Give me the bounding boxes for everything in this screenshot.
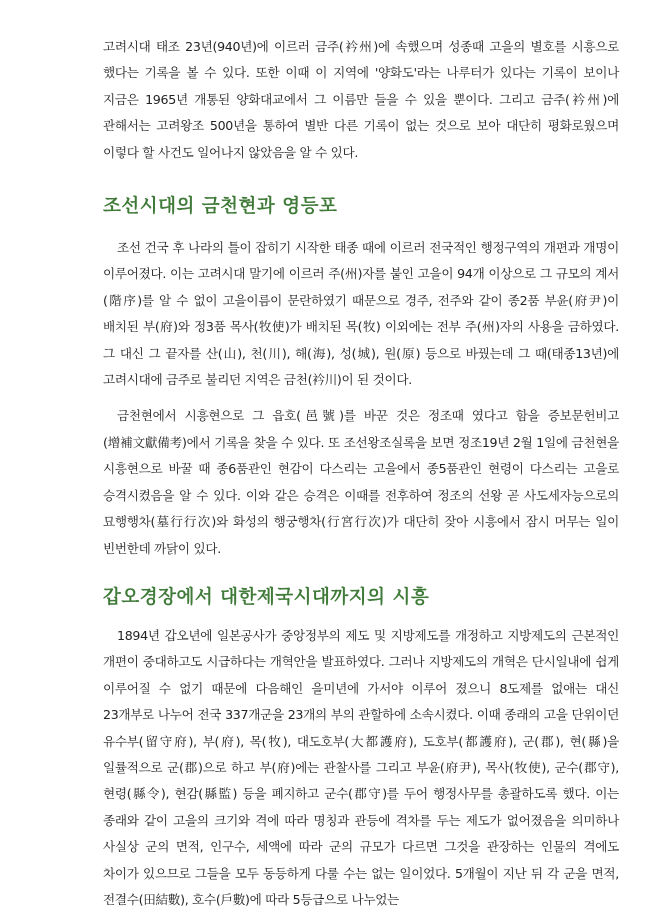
paragraph-goryeo-period: 고려시대 태조 23년(940년)에 이르러 금주(衿州)에 속했으며 성종때 고을의 별호를 시흥으로 했다는 기록을 볼 수 있다. 또한 이때 이 지역에 '양화도'라는 나루터가 있다는 기록이 보이나 지금은 1965년 개통된 양화대교에서 그 이름만 들을 수 있을 뿐이다. 그리고 금주(衿州)에 관해서는 고려왕조 500년을 통하여 별반 다른 기록이 없는 것으로 보아 대단히 평화로웠으며 이렇다 할 사건도 일어나지 않았음을 알 수 있다. [103,39,619,160]
paragraph-gabo-reform: 1894년 갑오년에 일본공사가 중앙정부의 제도 및 지방제도를 개정하고 지방제도의 근본적인 개편이 중대하고도 시급하다는 개혁안을 발표하였다. 그러나 지방제도의 개혁은 단시일내에 쉽게 이루어질 수 없기 때문에 다음해인 을미년에 가서야 이루어 졌으니 8도제를 없애는 대신 23개부로 나누어 전국 337개군을 23개의 부의 관할하에 소속시켰다. 이때 종래의 고을 단위이던 유수부(留守府), 부(府), 목(牧), 대도호부(大都護府), 도호부(都護府), 군(郡), 현(縣)을 일률적으로 군(郡)으로 하고 부(府)에는 관찰사를 그리고 부윤(府尹), 목사(牧使), 군수(郡守), 현령(縣令), 현감(縣監) 등을 폐지하고 군수(郡守)를 두어 행정사무를 총괄하도록 했다. 이는 종래와 같이 고을의 크기와 격에 따라 명칭과 관등에 격차를 두는 제도가 없어졌음을 의미하나 사실상 군의 면적, 인구수, 세액에 따라 군의 규모가 다르면 그것을 관장하는 인물의 격에도 차이가 있으므로 그들을 모두 동등하게 다룰 수는 없는 일이었다. 5개월이 지난 뒤 각 군을 면적, 전결수(田結數), 호수(戶數)에 따라 5등급으로 나누었는 [103,627,619,907]
paragraph-joseon-reorganization: 조선 건국 후 나라의 틀이 잡히기 시작한 태종 때에 이르러 전국적인 행정구역의 개편과 개명이 이루어졌다. 이는 고려시대 말기에 이르러 주(州)자를 붙인 고을이 94개 이상으로 그 규모의 계서(階序)를 알 수 없이 고을이름이 문란하였기 때문으로 경주, 전주와 같이 종2품 부윤(府尹)이 배치된 부(府)와 정3품 목사(牧使)가 배치된 목(牧) 이외에는 전부 주(州)자의 사용을 금하였다. 그 대신 그 끝자를 산(山), 천(川), 해(海), 성(城), 원(原) 등으로 바꿨는데 그 때(태종13년)에 고려시대에 금주로 불리던 지역은 금천(衿川)이 된 것이다. [103,240,619,388]
paragraph-siheung-rename: 금천현에서 시흥현으로 그 읍호(邑號)를 바꾼 것은 정조때 였다고 함을 증보문헌비고(增補文獻備考)에서 기록을 찾을 수 있다. 또 조선왕조실록을 보면 정조19년 2월 1일에 금천현을 시흥현으로 바꿀 때 종6품관인 현감이 다스리는 고을에서 종5품관인 현령이 다스리는 고을로 승격시켰음을 알 수 있다. 이와 같은 승격은 이때를 전후하여 정조의 선왕 곧 사도세자능으로의 묘행행차(墓行行次)와 화성의 행궁행차(行宮行次)가 대단히 잦아 시흥에서 잠시 머무는 일이 빈번한데 까닭이 있다. [103,408,619,556]
section-heading-gabo-reform: 갑오경장에서 대한제국시대까지의 시흥 [103,586,430,608]
section-heading-joseon: 조선시대의 금천현과 영등포 [103,196,338,218]
